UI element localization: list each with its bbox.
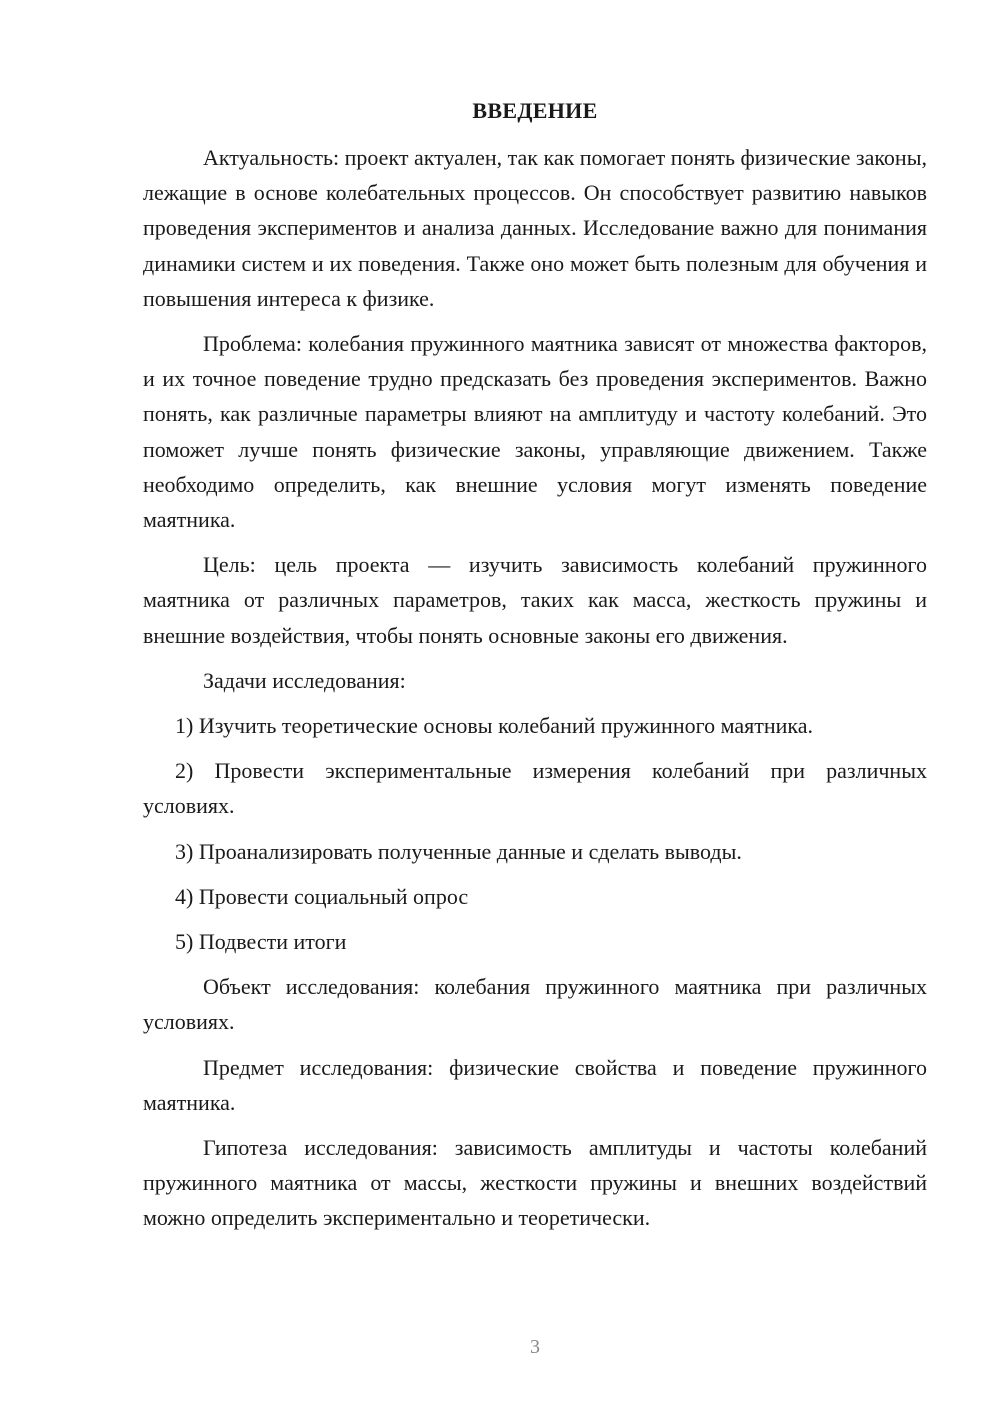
goal-paragraph: Цель: цель проекта — изучить зависимость колебаний пружинного маятника от различных параметров, таких как масса, жесткость пружины и внешние воздействия, чтобы понять основные законы его движения. [143, 552, 927, 648]
task-item-3: 3) Проанализировать полученные данные и сделать выводы. [175, 838, 742, 864]
subject-paragraph: Предмет исследования: физические свойства и поведение пружинного маятника. [143, 1054, 927, 1115]
page-number: 3 [530, 1336, 540, 1358]
tasks-heading: Задачи исследования: [203, 667, 406, 693]
page-content [143, 96, 927, 1246]
task-item-1: 1) Изучить теоретические основы колебаний пружинного маятника. [175, 713, 814, 739]
relevance-paragraph: Актуальность: проект актуален, так как помогает понять физические законы, лежащие в основе колебательных процессов. Он способствует развитию навыков проведения экспериментов и анализа данных. Исследование важно для понимания динамики систем и их поведения. Также оно может быть полезным для обучения и повышения интереса к физике. [143, 145, 927, 311]
problem-paragraph: Проблема: колебания пружинного маятника зависят от множества факторов, и их точное поведение трудно предсказать без проведения экспериментов. Важно понять, как различные параметры влияют на амплитуду и частоту колебаний. Это поможет лучше понять физические законы, управляющие движением. Также необходимо определить, как внешние условия могут изменять поведение маятника. [143, 331, 927, 533]
task-item-4: 4) Провести социальный опрос [175, 883, 469, 909]
hypothesis-paragraph: Гипотеза исследования: зависимость амплитуды и частоты колебаний пружинного маятника от массы, жесткости пружины и внешних воздействий можно определить экспериментально и теоретически. [143, 1135, 927, 1231]
task-item-5: 5) Подвести итоги [175, 929, 347, 955]
task-item-2: 2) Провести экспериментальные измерения колебаний при различных условиях. [143, 758, 927, 819]
object-paragraph: Объект исследования: колебания пружинного маятника при различных условиях. [143, 974, 927, 1035]
section-title: ВВЕДЕНИЕ [472, 98, 598, 123]
